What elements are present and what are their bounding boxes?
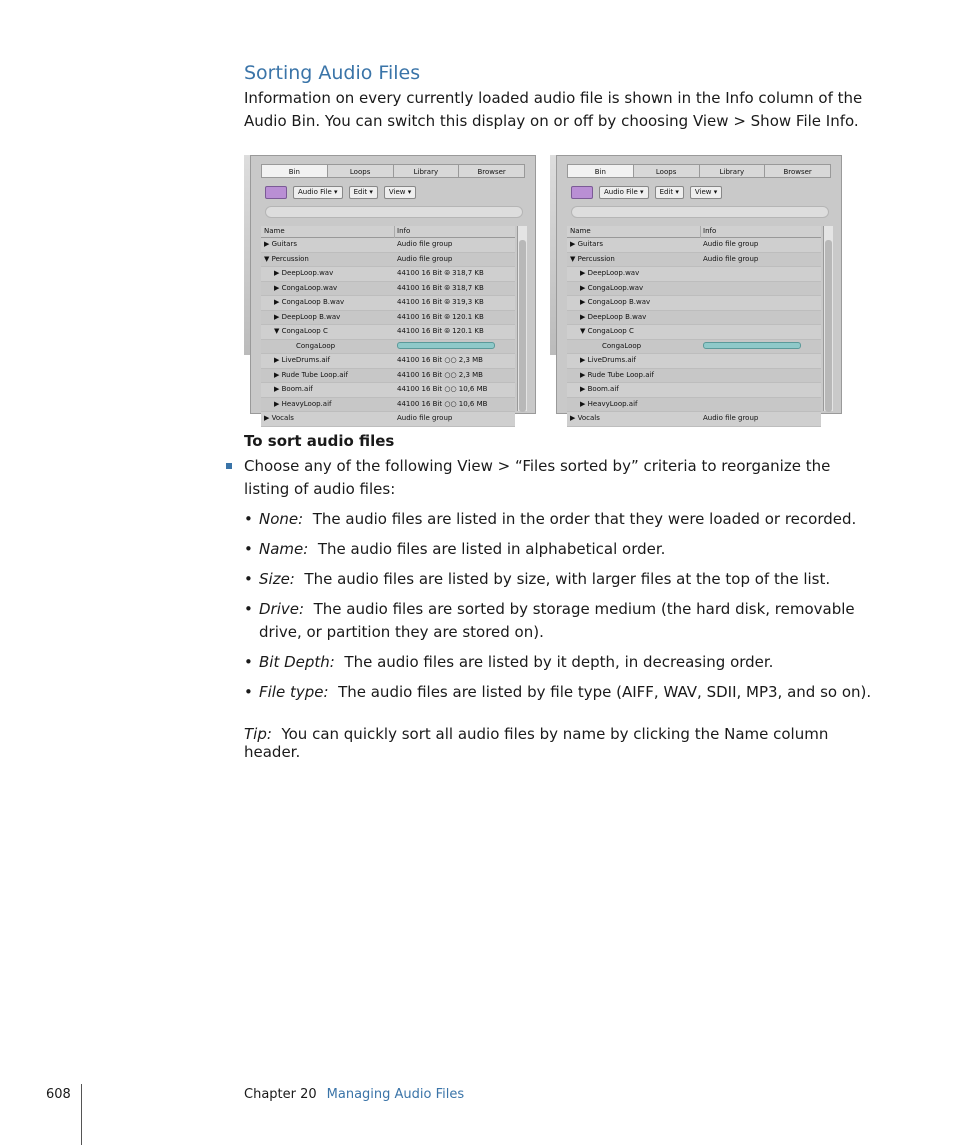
toolbar-menu[interactable]: Edit ▾ [655,186,684,199]
tab-bar [567,164,831,178]
row-name [580,311,646,325]
row-info-text: Audio file group [703,414,759,422]
disclosure-triangle-icon[interactable]: ▼ [264,254,270,263]
column-header [261,226,515,238]
main-bullet-text: Choose any of the following View > “Files sorted by” criteria to reorganize the listing of audio files: [244,457,831,498]
row-name-text: Vocals [271,414,294,422]
row-info [397,282,484,296]
tab-bin[interactable]: Bin [567,164,634,178]
table-row[interactable] [567,311,821,326]
disclosure-triangle-icon[interactable]: ▶ [580,283,586,292]
row-name [274,267,333,281]
waveform-icon [703,342,801,349]
row-name-text: HeavyLoop.aif [587,399,638,408]
row-name [580,282,643,296]
tab-library[interactable]: Library [700,164,766,178]
disclosure-triangle-icon[interactable]: ▶ [580,312,586,321]
row-name [570,238,603,252]
toolbar-menu[interactable]: Audio File ▾ [293,186,343,199]
row-name [296,340,335,354]
row-name [580,369,654,383]
row-info [397,238,452,252]
table-row[interactable] [567,296,821,311]
criteria-item [244,681,884,704]
disclosure-triangle-icon[interactable]: ▶ [274,269,280,277]
link-icon[interactable] [571,186,593,199]
footer-chapter [244,1087,464,1102]
tab-browser[interactable]: Browser [459,164,525,178]
row-name-text: Percussion [577,254,615,263]
bullet-dot-icon: • [244,600,253,618]
audio-bin-with-info [250,155,536,422]
criteria-text: The audio files are listed in the order that they were loaded or recorded. [312,510,857,528]
row-name [580,398,637,412]
disclosure-triangle-icon[interactable]: ▶ [264,240,270,248]
intro-paragraph: Information on every currently loaded audio file is shown in the Info column of the Audio Bin. You can switch this display on or off by choosing View > Show File Info. [244,89,863,130]
table-row[interactable] [261,282,515,297]
tab-bar [261,164,525,178]
table-row[interactable] [261,354,515,369]
table-row[interactable] [567,253,821,268]
table-row[interactable] [567,369,821,384]
scrollbar[interactable] [517,226,527,411]
row-info-text: Audio file group [397,414,453,422]
bullet-dot-icon: • [244,510,253,528]
row-info [397,383,487,397]
row-name [274,325,328,339]
waveform-icon [397,342,495,349]
tab-bin[interactable]: Bin [261,164,328,178]
row-name [264,412,294,426]
bullet-dot-icon: • [244,653,253,671]
row-info [397,325,484,339]
row-info-text: Audio file group [703,240,759,248]
toolbar-menu[interactable]: View ▾ [690,186,722,199]
row-name [570,412,600,426]
row-name-text: CongaLoop.wav [281,283,338,292]
disclosure-triangle-icon[interactable]: ▼ [570,254,576,263]
row-info [397,253,452,267]
row-info-text: 44100 16 Bit ○○ 10,6 MB [397,399,488,408]
chapter-number: Chapter 20 [244,1087,317,1102]
row-name [274,383,313,397]
toolbar-menu[interactable]: View ▾ [384,186,416,199]
criteria-term: Drive: [259,600,305,618]
toolbar-menu[interactable]: Edit ▾ [349,186,378,199]
bullet-dot-icon: • [244,570,253,588]
row-info [397,340,495,354]
row-name-text: Vocals [577,414,600,422]
table-row[interactable] [261,311,515,326]
disclosure-triangle-icon[interactable]: ▶ [274,370,280,379]
row-name-text: Rude Tube Loop.aif [587,370,654,379]
tip [244,725,884,761]
bullet-dot-icon: • [244,540,253,558]
row-info-text: 44100 16 Bit ⦾ 319,3 KB [397,298,484,306]
table-row[interactable] [567,267,821,282]
name-column-header[interactable]: Name [570,227,591,235]
criteria-term: None: [259,510,304,528]
table-row[interactable] [567,398,821,413]
table-row[interactable] [261,369,515,384]
file-list [261,238,515,427]
main-bullet [226,455,876,501]
scrollbar[interactable] [823,226,833,411]
row-info-text: 44100 16 Bit ○○ 2,3 MB [397,370,483,379]
row-info [397,398,487,412]
row-name-text: CongaLoop [602,341,642,350]
criteria-item [244,508,884,531]
tab-library[interactable]: Library [394,164,460,178]
row-name-text: DeepLoop B.wav [281,312,341,321]
disclosure-triangle-icon[interactable]: ▶ [580,356,586,364]
task-heading: To sort audio files [244,432,395,450]
disclosure-triangle-icon[interactable]: ▶ [274,356,280,364]
criteria-item [244,568,884,591]
info-column-header[interactable]: Info [397,227,411,235]
row-info-text: 44100 16 Bit ⦾ 120.1 KB [397,327,484,335]
row-name-text: DeepLoop.wav [281,269,334,277]
row-name-text: LiveDrums.aif [281,356,331,364]
tab-loops[interactable]: Loops [634,164,700,178]
row-name [274,369,348,383]
row-name-text: CongaLoop B.wav [587,298,651,306]
criteria-term: Bit Depth: [259,653,335,671]
row-name [264,253,309,267]
disclosure-triangle-icon[interactable]: ▶ [264,414,270,422]
row-info [703,340,801,354]
tip-text: You can quickly sort all audio files by name by clicking the Name column header. [244,725,829,761]
toolbar [265,186,416,199]
criteria-term: File type: [259,683,329,701]
row-name-text: Guitars [271,240,297,248]
row-info-text: Audio file group [397,240,453,248]
criteria-text: The audio files are listed by it depth, in decreasing order. [344,653,774,671]
table-row[interactable] [261,340,515,355]
chapter-title: Managing Audio Files [326,1087,465,1102]
table-row[interactable] [261,398,515,413]
search-field[interactable] [265,206,523,218]
row-name-text: HeavyLoop.aif [281,399,332,408]
criteria-text: The audio files are listed by size, with larger files at the top of the list. [304,570,831,588]
disclosure-triangle-icon[interactable]: ▶ [274,312,280,321]
info-column-header[interactable]: Info [703,227,717,235]
disclosure-triangle-icon[interactable]: ▶ [580,370,586,379]
disclosure-triangle-icon[interactable]: ▶ [580,385,586,393]
table-row[interactable] [261,325,515,340]
criteria-text: The audio files are sorted by storage medium (the hard disk, removable drive, or partition they are stored on). [259,600,855,641]
row-name [570,253,615,267]
row-name-text: DeepLoop B.wav [587,312,647,321]
toolbar [571,186,722,199]
toolbar-menu[interactable]: Audio File ▾ [599,186,649,199]
section-title: Sorting Audio Files [244,62,421,84]
bullet-square-icon [226,463,232,469]
row-name [580,383,619,397]
row-info [397,412,452,426]
row-name-text: CongaLoop C [281,327,328,335]
link-icon[interactable] [265,186,287,199]
disclosure-triangle-icon[interactable]: ▶ [274,385,280,393]
row-info-text: 44100 16 Bit ⦾ 318,7 KB [397,269,484,277]
row-name-text: Boom.aif [281,385,313,393]
tab-browser[interactable]: Browser [765,164,831,178]
row-info-text: Audio file group [397,254,453,263]
row-name [274,282,337,296]
row-name-text: CongaLoop [296,341,336,350]
disclosure-triangle-icon[interactable]: ▶ [580,269,586,277]
bullet-dot-icon: • [244,683,253,701]
criteria-item [244,651,884,674]
table-row[interactable] [261,296,515,311]
scroll-thumb[interactable] [519,240,526,412]
table-row[interactable] [567,383,821,398]
disclosure-triangle-icon[interactable]: ▶ [274,399,280,408]
row-name [580,325,634,339]
row-info-text: 44100 16 Bit ○○ 2,3 MB [397,356,483,364]
row-name-text: CongaLoop.wav [587,283,644,292]
row-info-text: 44100 16 Bit ⦾ 318,7 KB [397,283,484,292]
row-name-text: CongaLoop C [587,327,634,335]
row-name [274,296,344,310]
row-info-text: 44100 16 Bit ○○ 10,6 MB [397,385,488,393]
table-row[interactable] [567,354,821,369]
row-info [703,412,758,426]
column-header [567,226,821,238]
table-row[interactable] [567,412,821,427]
table-row[interactable] [567,325,821,340]
page-number: 608 [46,1087,71,1102]
tab-loops[interactable]: Loops [328,164,394,178]
file-list [567,238,821,427]
table-row[interactable] [567,340,821,355]
row-name [602,340,641,354]
row-info [397,311,484,325]
row-name [580,267,639,281]
criteria-text: The audio files are listed by file type (AIFF, WAV, SDII, MP3, and so on). [338,683,872,701]
row-info-text: 44100 16 Bit ⦾ 120.1 KB [397,312,484,321]
table-row[interactable] [261,267,515,282]
table-row[interactable] [567,282,821,297]
table-row[interactable] [261,412,515,427]
row-info-text: Audio file group [703,254,759,263]
name-column-header[interactable]: Name [264,227,285,235]
row-name-text: Percussion [271,254,309,263]
disclosure-triangle-icon[interactable]: ▼ [580,327,586,335]
disclosure-triangle-icon[interactable]: ▶ [580,298,586,306]
table-row[interactable] [261,383,515,398]
row-name-text: Rude Tube Loop.aif [281,370,348,379]
table-row[interactable] [261,238,515,253]
search-field[interactable] [571,206,829,218]
scroll-thumb[interactable] [825,240,832,412]
row-name [274,311,340,325]
row-info [397,369,483,383]
row-info [397,354,483,368]
disclosure-triangle-icon[interactable]: ▶ [570,240,576,248]
row-name [264,238,297,252]
row-name-text: CongaLoop B.wav [281,298,345,306]
table-row[interactable] [567,238,821,253]
disclosure-triangle-icon[interactable]: ▼ [274,327,280,335]
audio-bin-without-info [556,155,842,422]
row-name-text: DeepLoop.wav [587,269,640,277]
tip-label: Tip: [244,725,272,743]
row-info [703,238,758,252]
disclosure-triangle-icon[interactable]: ▶ [274,298,280,306]
row-name [274,398,331,412]
footer-divider [81,1084,82,1145]
disclosure-triangle-icon[interactable]: ▶ [580,399,586,408]
criteria-item [244,598,884,644]
row-name-text: Boom.aif [587,385,619,393]
criteria-term: Size: [259,570,295,588]
row-info [397,267,484,281]
criteria-item [244,538,884,561]
row-info [703,253,758,267]
criteria-text: The audio files are listed in alphabetical order. [317,540,666,558]
criteria-term: Name: [259,540,309,558]
row-info [397,296,484,310]
row-name-text: LiveDrums.aif [587,356,637,364]
row-name [274,354,330,368]
row-name [580,354,636,368]
row-name-text: Guitars [577,240,603,248]
disclosure-triangle-icon[interactable]: ▶ [274,283,280,292]
table-row[interactable] [261,253,515,268]
row-name [580,296,650,310]
disclosure-triangle-icon[interactable]: ▶ [570,414,576,422]
